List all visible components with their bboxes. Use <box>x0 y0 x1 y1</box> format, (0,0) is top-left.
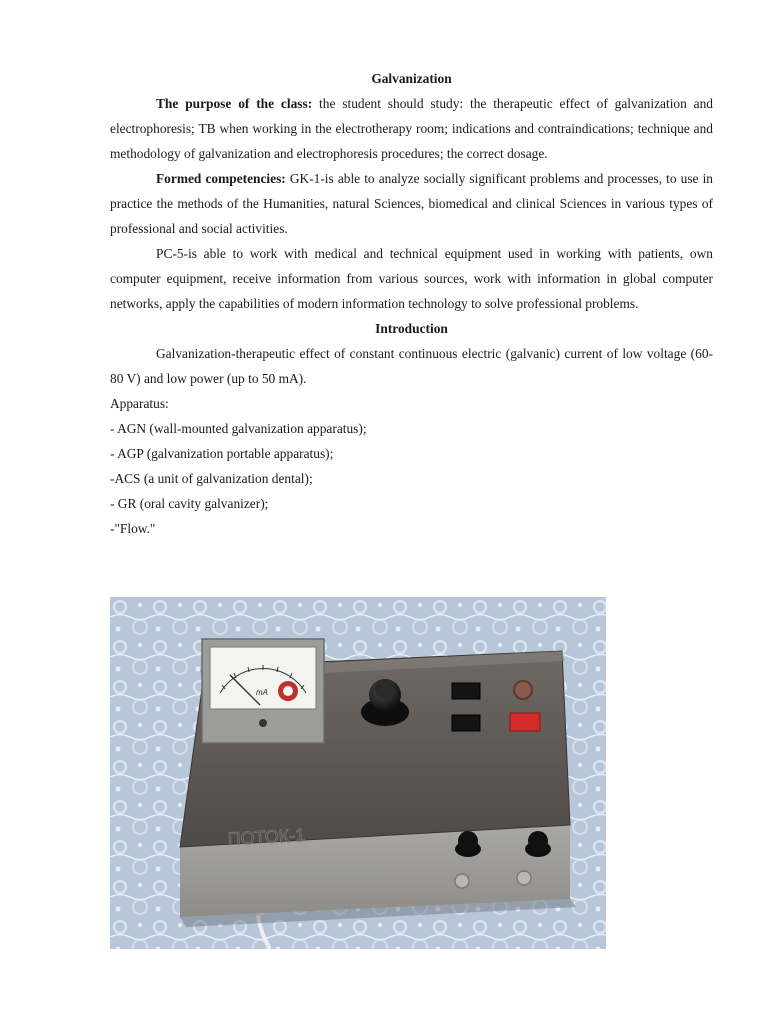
apparatus-item: -ACS (a unit of galvanization dental); <box>110 471 313 486</box>
competency-gk1-text: GK-1-is able to analyze socially significant problems and processes, to use in practice the methods of the Humanities, natural Sciences, biomedical and clinical Sciences in various types of professional and social activities. <box>110 171 713 236</box>
meter-unit-label: mA <box>256 688 268 697</box>
introduction-heading: Introduction <box>375 321 448 336</box>
indicator-lamp <box>514 681 532 699</box>
apparatus-item: - GR (oral cavity galvanizer); <box>110 496 269 511</box>
apparatus-item: -"Flow." <box>110 521 156 536</box>
front-jack <box>455 874 469 888</box>
switch-bottom <box>452 715 480 731</box>
purpose-text: the student should study: the therapeutic effect of galvanization and electrophoresis; TB when working in the electrotherapy room; indications and contraindications; technique and methodology of galvanization and electrophoresis procedures; the correct dosage. <box>110 96 714 161</box>
apparatus-item: - AGN (wall-mounted galvanization apparatus); <box>110 421 367 436</box>
purpose-label: The purpose of the class: <box>156 96 313 111</box>
competencies-label: Formed competencies: <box>156 171 286 186</box>
competency-pc5-paragraph: PC-5-is able to work with medical and technical equipment used in working with patients, own computer equipment, receive information from various sources, work with information in global computer networks, apply the capabilities of modern information technology to solve professional problems. <box>110 246 713 311</box>
meter-zero-screw <box>259 719 267 727</box>
switch-top <box>452 683 480 699</box>
front-jack <box>517 871 531 885</box>
milliammeter <box>202 639 324 743</box>
page-title: Galvanization <box>371 71 452 86</box>
document-body <box>110 66 713 541</box>
apparatus-item: - AGP (galvanization portable apparatus); <box>110 446 334 461</box>
galvanization-device-photo <box>110 597 606 949</box>
power-button <box>510 713 540 731</box>
competencies-paragraph <box>110 166 713 241</box>
apparatus-label: Apparatus: <box>110 396 169 411</box>
device-illustration <box>110 597 606 949</box>
purpose-paragraph <box>110 91 713 166</box>
device-brand-label: ПОТОК-1 <box>227 824 306 849</box>
introduction-paragraph: Galvanization-therapeutic effect of constant continuous electric (galvanic) current of low voltage (60-80 V) and low power (up to 50 mA). <box>110 346 713 386</box>
